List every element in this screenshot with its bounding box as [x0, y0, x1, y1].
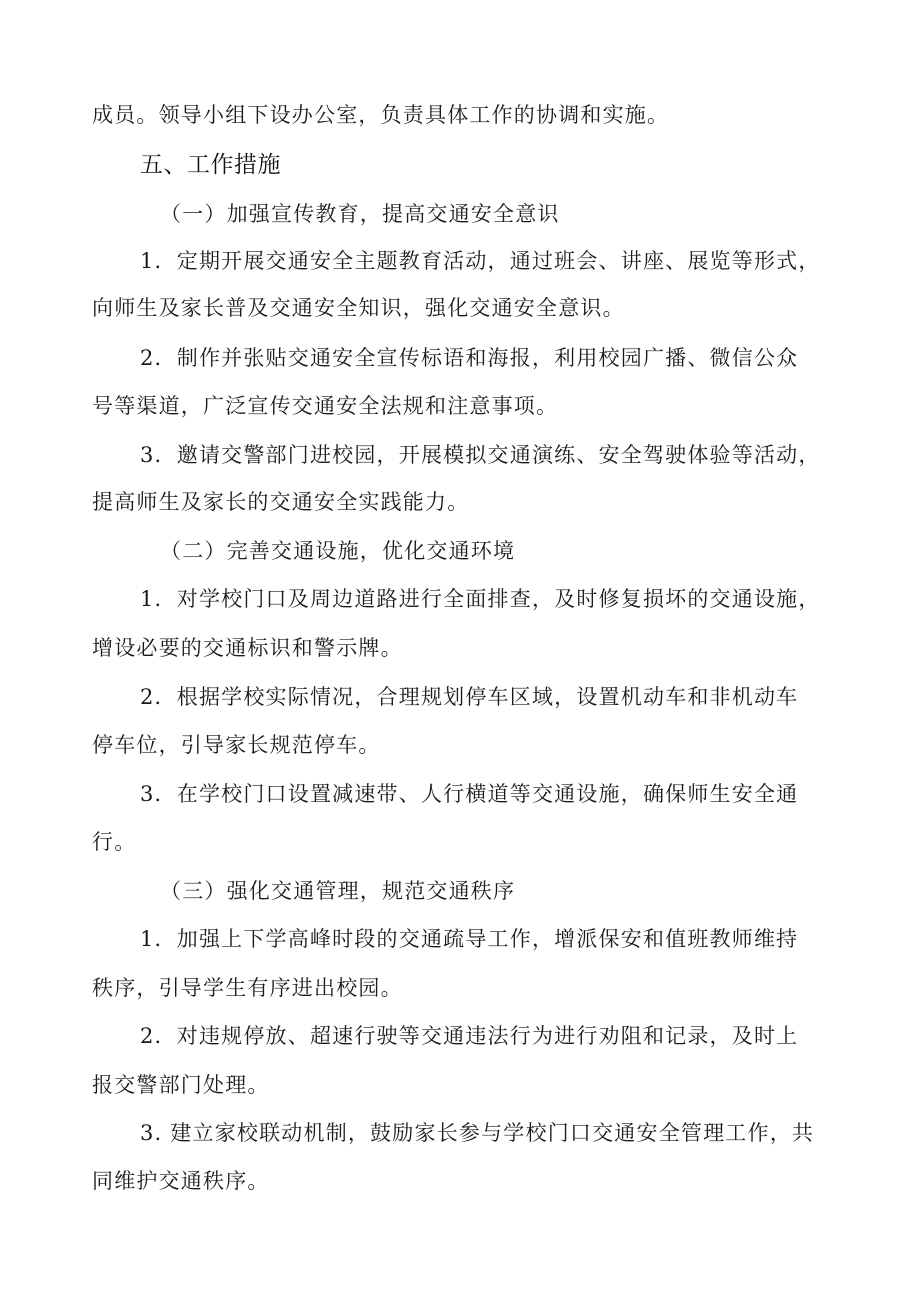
subsection-title: （一）加强宣传教育，提高交通安全意识	[160, 202, 560, 226]
list-item-line: 增设必要的交通标识和警示牌。	[92, 636, 403, 660]
subsection-title: （三）强化交通管理，规范交通秩序	[160, 879, 516, 903]
list-item-line: 2．制作并张贴交通安全宣传标语和海报，利用校园广播、微信公众	[140, 346, 799, 370]
list-item-line: 秩序，引导学生有序进出校园。	[92, 976, 403, 1000]
list-item-line: 2．对违规停放、超速行驶等交通违法行为进行劝阻和记录，及时上	[140, 1024, 799, 1048]
subsection-title: （二）完善交通设施，优化交通环境	[160, 539, 516, 563]
list-item-line: 提高师生及家长的交通安全实践能力。	[92, 490, 470, 514]
section-title: 五、工作措施	[140, 152, 281, 178]
list-item-line: 3．在学校门口设置减速带、人行横道等交通设施，确保师生安全通	[140, 782, 799, 806]
list-item-line: 1．对学校门口及周边道路进行全面排查，及时修复损坏的交通设施，	[140, 587, 821, 611]
list-item-line: 报交警部门处理。	[92, 1073, 270, 1097]
list-item-line: 同维护交通秩序。	[92, 1169, 270, 1193]
list-item-line: 号等渠道，广泛宣传交通安全法规和注意事项。	[92, 394, 559, 418]
list-item-line: 向师生及家长普及交通安全知识，强化交通安全意识。	[92, 296, 625, 320]
paragraph-continuation: 成员。领导小组下设办公室，负责具体工作的协调和实施。	[92, 103, 670, 127]
list-item-line: 3．邀请交警部门进校园，开展模拟交通演练、安全驾驶体验等活动，	[140, 443, 821, 467]
list-item-line: 1．加强上下学高峰时段的交通疏导工作，增派保安和值班教师维持	[140, 927, 799, 951]
list-item-line: 停车位，引导家长规范停车。	[92, 733, 381, 757]
list-item-line: 2．根据学校实际情况，合理规划停车区域，设置机动车和非机动车	[140, 685, 799, 709]
list-item-line: 行。	[92, 830, 137, 854]
list-item-line: 3. 建立家校联动机制，鼓励家长参与学校门口交通安全管理工作，共	[140, 1121, 815, 1145]
list-item-line: 1．定期开展交通安全主题教育活动，通过班会、讲座、展览等形式，	[140, 249, 821, 273]
